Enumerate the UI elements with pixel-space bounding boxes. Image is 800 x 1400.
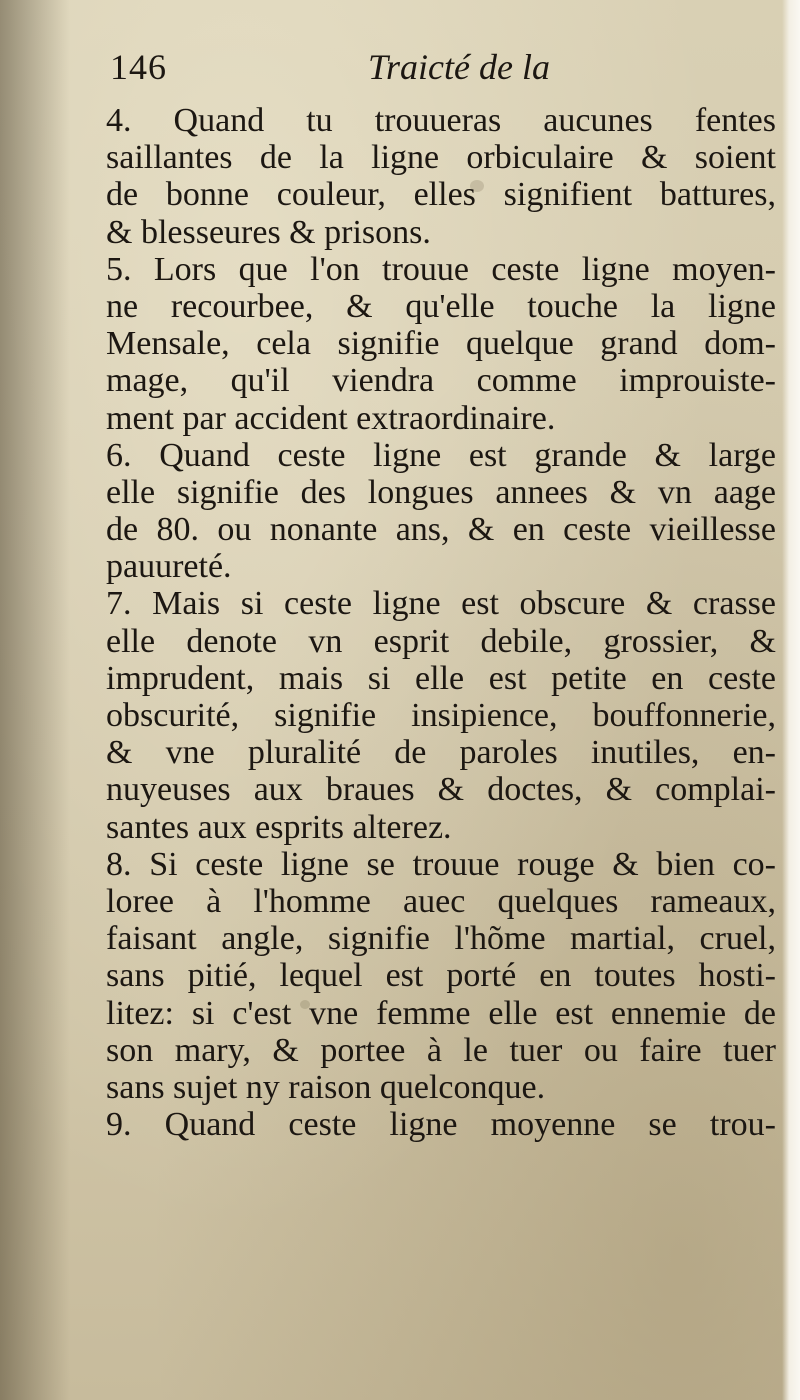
text-line: ne recourbee, & qu'elle touche la ligne bbox=[106, 287, 776, 325]
text-line: & vne pluralité de paroles inutiles, en- bbox=[106, 734, 776, 772]
text-line: pauureté. bbox=[106, 548, 232, 586]
text-line: santes aux esprits alterez. bbox=[106, 808, 452, 846]
text-line: mage, qu'il viendra comme improuiste- bbox=[106, 362, 776, 400]
text-line: 6. Quand ceste ligne est grande & large bbox=[106, 436, 776, 474]
text-line: 8. Si ceste ligne se trouue rouge & bien co- bbox=[106, 845, 776, 883]
text-line: saillantes de la ligne orbiculaire & soient bbox=[106, 139, 776, 177]
text-line: sans pitié, lequel est porté en toutes hosti- bbox=[106, 957, 776, 995]
text-line: 9. Quand ceste ligne moyenne se trou- bbox=[106, 1106, 776, 1144]
body-text bbox=[106, 102, 776, 1143]
text-line: loree à l'homme auec quelques rameaux, bbox=[106, 882, 776, 920]
text-line: 5. Lors que l'on trouue ceste ligne moyen- bbox=[106, 250, 776, 288]
text-line: ment par accident extraordinaire. bbox=[106, 399, 556, 437]
text-line: de bonne couleur, elles signifient battures, bbox=[106, 176, 776, 214]
text-line: elle signifie des longues annees & vn aage bbox=[106, 473, 776, 511]
text-line: 7. Mais si ceste ligne est obscure & crasse bbox=[106, 585, 776, 623]
text-line: & blesseures & prisons. bbox=[106, 213, 431, 251]
text-line: de 80. ou nonante ans, & en ceste vieillesse bbox=[106, 511, 776, 549]
text-line: son mary, & portee à le tuer ou faire tuer bbox=[106, 1031, 776, 1069]
text-line: litez: si c'est vne femme elle est ennemie de bbox=[106, 994, 776, 1032]
page-header bbox=[110, 40, 760, 100]
text-line: Mensale, cela signifie quelque grand dom- bbox=[106, 325, 776, 363]
gutter-shadow bbox=[0, 0, 70, 1400]
running-head: Traicté de la bbox=[368, 47, 550, 87]
text-line: faisant angle, signifie l'hõme martial, cruel, bbox=[106, 920, 776, 958]
page-number: 146 bbox=[110, 47, 167, 87]
text-line: nuyeuses aux braues & doctes, & complai- bbox=[106, 771, 776, 809]
text-line: 4. Quand tu trouueras aucunes fentes bbox=[106, 102, 776, 139]
text-line: obscurité, signifie insipience, bouffonnerie, bbox=[106, 697, 776, 734]
page-edge bbox=[782, 0, 800, 1400]
text-line: sans sujet ny raison quelconque. bbox=[106, 1068, 546, 1106]
text-line: imprudent, mais si elle est petite en ceste bbox=[106, 659, 776, 697]
text-line: elle denote vn esprit debile, grossier, & bbox=[106, 622, 776, 660]
